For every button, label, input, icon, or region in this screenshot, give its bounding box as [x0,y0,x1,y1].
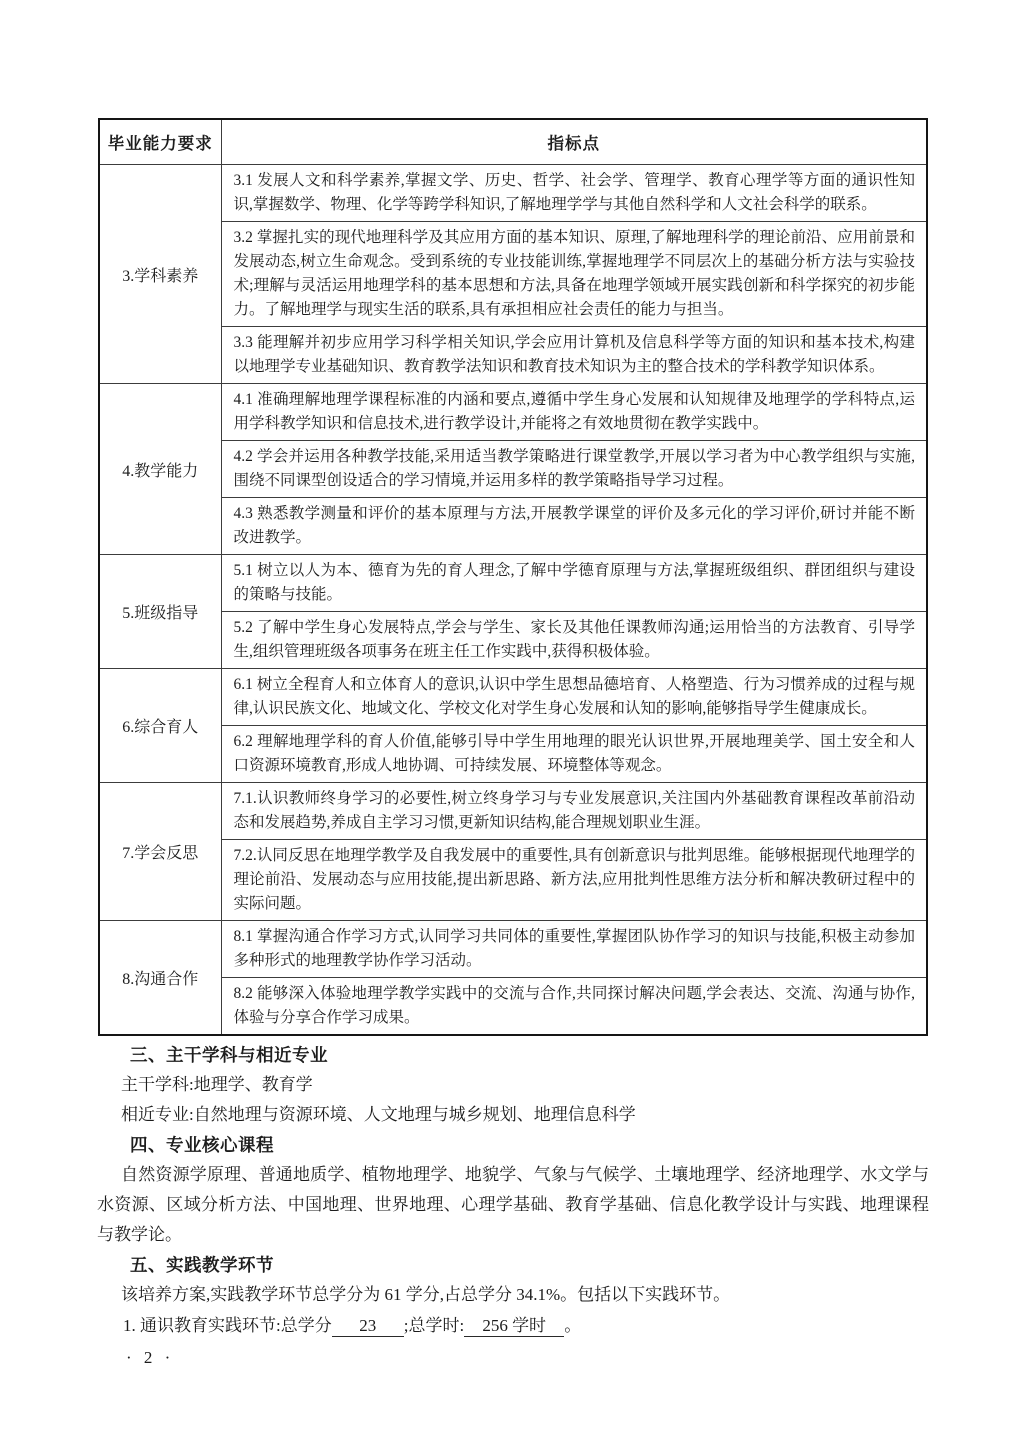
table-row [99,669,927,726]
indicator-cell: 6.1 树立全程育人和立体育人的意识,认识中学生思想品德培育、人格塑造、行为习惯养成的过程与规律,认识民族文化、地域文化、学校文化对学生身心发展和认知的影响,能够指导学生健康成长。 [221,669,927,726]
table-row [99,165,927,222]
table-row [99,555,927,612]
category-cell: 8.沟通合作 [99,921,221,1036]
practice-item-suffix: 。 [564,1316,582,1335]
section-heading-core-courses: 四、专业核心课程 [130,1135,274,1155]
indicator-cell: 8.2 能够深入体验地理学教学实践中的交流与合作,共同探讨解决问题,学会表达、交流、沟通与协作,体验与分享合作学习成果。 [221,978,927,1036]
column-header-indicator: 指标点 [221,119,927,165]
indicator-cell: 8.1 掌握沟通合作学习方式,认同学习共同体的重要性,掌握团队协作学习的知识与技能,积极主动参加多种形式的地理教学协作学习活动。 [221,921,927,978]
table-row [99,222,927,327]
practice-item-mid: ;总学时: [403,1316,465,1335]
indicator-cell: 6.2 理解地理学科的育人价值,能够引导中学生用地理的眼光认识世界,开展地理美学、国土安全和人口资源环境教育,形成人地协调、可持续发展、环境整体等观念。 [221,726,927,783]
table-row [99,978,927,1036]
indicator-cell: 7.2.认同反思在地理学教学及自我发展中的重要性,具有创新意识与批判思维。能够根据现代地理学的理论前沿、发展动态与应用技能,提出新思路、新方法,应用批判性思维方法分析和解决教研过程中的实际问题。 [221,840,927,921]
table-row [99,441,927,498]
section-heading-practice-teaching: 五、实践教学环节 [130,1255,274,1275]
indicator-cell: 3.1 发展人文和科学素养,掌握文学、历史、哲学、社会学、管理学、教育心理学等方面的通识性知识,掌握数学、物理、化学等跨学科知识,了解地理学学与其他自然科学和人文社会科学的联系。 [221,165,927,222]
indicator-cell: 4.3 熟悉教学测量和评价的基本原理与方法,开展教学课堂的评价及多元化的学习评价,研讨并能不断改进教学。 [221,498,927,555]
practice-item-prefix: 1. 通识教育实践环节:总学分 [123,1316,332,1335]
bottom-text-sections [97,1040,929,1342]
section-heading-main-disciplines: 三、主干学科与相近专业 [130,1045,328,1065]
table-row [99,726,927,783]
column-header-requirement: 毕业能力要求 [99,119,221,165]
table-row [99,612,927,669]
related-majors-line: 相近专业:自然地理与资源环境、人文地理与城乡规划、地理信息科学 [121,1105,636,1124]
main-disciplines-line: 主干学科:地理学、教育学 [121,1075,313,1094]
table-row [99,498,927,555]
table-row [99,921,927,978]
indicator-cell: 4.2 学会并运用各种教学技能,采用适当教学策略进行课堂教学,开展以学习者为中心教学组织与实施,围绕不同课型创设适合的学习情境,并运用多样的教学策略指导学习过程。 [221,441,927,498]
category-cell: 4.教学能力 [99,384,221,555]
hours-blank: 256 学时 [464,1316,564,1337]
table-row [99,783,927,840]
graduation-requirements-table [98,118,928,1036]
indicator-cell: 4.1 准确理解地理学课程标准的内涵和要点,遵循中学生身心发展和认知规律及地理学的学科特点,运用学科教学知识和信息技术,进行教学设计,并能将之有效地贯彻在教学实践中。 [221,384,927,441]
indicator-cell: 7.1.认识教师终身学习的必要性,树立终身学习与专业发展意识,关注国内外基础教育课程改革前沿动态和发展趋势,养成自主学习习惯,更新知识结构,能合理规划职业生涯。 [221,783,927,840]
core-courses-paragraph: 自然资源学原理、普通地质学、植物地理学、地貌学、气象与气候学、土壤地理学、经济地理学、水文学与水资源、区域分析方法、中国地理、世界地理、心理学基础、教育学基础、信息化教学设计与实践、地理课程与教学论。 [97,1165,929,1244]
indicator-cell: 5.1 树立以人为本、德育为先的育人理念,了解中学德育原理与方法,掌握班级组织、群团组织与建设的策略与技能。 [221,555,927,612]
practice-teaching-summary: 该培养方案,实践教学环节总学分为 61 学分,占总学分 34.1%。包括以下实践环节。 [121,1285,731,1304]
category-cell: 3.学科素养 [99,165,221,384]
category-cell: 6.综合育人 [99,669,221,783]
indicator-cell: 3.2 掌握扎实的现代地理科学及其应用方面的基本知识、原理,了解地理科学的理论前沿、应用前景和发展动态,树立生命观念。受到系统的专业技能训练,掌握地理学不同层次上的基础分析方法与实验技术;理解与灵活运用地理学科的基本思想和方法,具备在地理学领域开展实践创新和科学探究的初步能力。了解地理学与现实生活的联系,具有承担相应社会责任的能力与担当。 [221,222,927,327]
table-row [99,327,927,384]
table-row [99,840,927,921]
page-number: · 2 · [126,1348,175,1367]
table-header-row [99,119,927,165]
table-row [99,384,927,441]
credits-blank: 23 [332,1316,404,1337]
indicator-cell: 3.3 能理解并初步应用学习科学相关知识,学会应用计算机及信息科学等方面的知识和基本技术,构建以地理学专业基础知识、教育教学法知识和教育技术知识为主的整合技术的学科教学知识体系。 [221,327,927,384]
category-cell: 5.班级指导 [99,555,221,669]
indicator-cell: 5.2 了解中学生身心发展特点,学会与学生、家长及其他任课教师沟通;运用恰当的方法教育、引导学生,组织管理班级各项事务在班主任工作实践中,获得积极体验。 [221,612,927,669]
category-cell: 7.学会反思 [99,783,221,921]
practice-item-general-education [97,1310,929,1342]
